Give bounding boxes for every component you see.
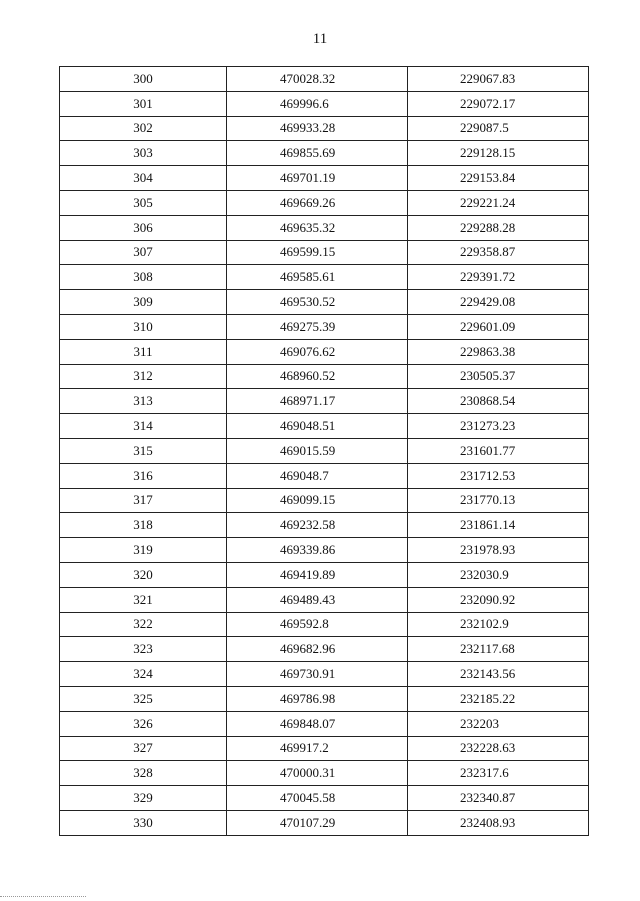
x-coordinate-cell: 469996.6 (227, 91, 408, 116)
table-row (60, 364, 589, 389)
point-number-cell: 302 (60, 116, 227, 141)
x-coordinate-cell: 469599.15 (227, 240, 408, 265)
y-coordinate-cell: 232340.87 (408, 786, 589, 811)
y-coordinate-cell: 231273.23 (408, 414, 589, 439)
table-row (60, 612, 589, 637)
y-coordinate-cell: 231978.93 (408, 538, 589, 563)
y-coordinate-cell: 232203 (408, 711, 589, 736)
y-coordinate-cell: 229221.24 (408, 190, 589, 215)
y-coordinate-cell: 230868.54 (408, 389, 589, 414)
table-row (60, 116, 589, 141)
table-row (60, 463, 589, 488)
y-coordinate-cell: 232185.22 (408, 686, 589, 711)
point-number-cell: 300 (60, 67, 227, 92)
table-row (60, 67, 589, 92)
x-coordinate-cell: 469855.69 (227, 141, 408, 166)
point-number-cell: 329 (60, 786, 227, 811)
table-row (60, 190, 589, 215)
y-coordinate-cell: 232090.92 (408, 587, 589, 612)
x-coordinate-cell: 469048.51 (227, 414, 408, 439)
y-coordinate-cell: 229288.28 (408, 215, 589, 240)
point-number-cell: 326 (60, 711, 227, 736)
x-coordinate-cell: 470028.32 (227, 67, 408, 92)
table-row (60, 538, 589, 563)
x-coordinate-cell: 469015.59 (227, 438, 408, 463)
y-coordinate-cell: 229429.08 (408, 290, 589, 315)
table-row (60, 414, 589, 439)
x-coordinate-cell: 469232.58 (227, 513, 408, 538)
table-row (60, 662, 589, 687)
table-row (60, 513, 589, 538)
y-coordinate-cell: 232030.9 (408, 562, 589, 587)
point-number-cell: 306 (60, 215, 227, 240)
y-coordinate-cell: 229087.5 (408, 116, 589, 141)
table-row (60, 786, 589, 811)
table-row (60, 166, 589, 191)
y-coordinate-cell: 232317.6 (408, 761, 589, 786)
x-coordinate-cell: 470045.58 (227, 786, 408, 811)
table-row (60, 711, 589, 736)
table-row (60, 562, 589, 587)
y-coordinate-cell: 229128.15 (408, 141, 589, 166)
point-number-cell: 320 (60, 562, 227, 587)
table-row (60, 438, 589, 463)
point-number-cell: 318 (60, 513, 227, 538)
table-row (60, 265, 589, 290)
point-number-cell: 309 (60, 290, 227, 315)
x-coordinate-cell: 469635.32 (227, 215, 408, 240)
table-row (60, 215, 589, 240)
footer-rule (0, 896, 86, 897)
point-number-cell: 322 (60, 612, 227, 637)
table-row (60, 141, 589, 166)
point-number-cell: 310 (60, 314, 227, 339)
y-coordinate-cell: 231861.14 (408, 513, 589, 538)
point-number-cell: 303 (60, 141, 227, 166)
y-coordinate-cell: 232228.63 (408, 736, 589, 761)
point-number-cell: 308 (60, 265, 227, 290)
point-number-cell: 323 (60, 637, 227, 662)
x-coordinate-cell: 469530.52 (227, 290, 408, 315)
point-number-cell: 316 (60, 463, 227, 488)
y-coordinate-cell: 231712.53 (408, 463, 589, 488)
table-row (60, 339, 589, 364)
coordinates-table (59, 66, 589, 836)
coordinates-table-body (60, 67, 589, 836)
x-coordinate-cell: 469592.8 (227, 612, 408, 637)
x-coordinate-cell: 469701.19 (227, 166, 408, 191)
y-coordinate-cell: 230505.37 (408, 364, 589, 389)
table-row (60, 686, 589, 711)
x-coordinate-cell: 470107.29 (227, 810, 408, 835)
point-number-cell: 324 (60, 662, 227, 687)
table-row (60, 587, 589, 612)
x-coordinate-cell: 469076.62 (227, 339, 408, 364)
point-number-cell: 314 (60, 414, 227, 439)
x-coordinate-cell: 469585.61 (227, 265, 408, 290)
table-row (60, 761, 589, 786)
y-coordinate-cell: 229391.72 (408, 265, 589, 290)
y-coordinate-cell: 229072.17 (408, 91, 589, 116)
x-coordinate-cell: 469933.28 (227, 116, 408, 141)
point-number-cell: 327 (60, 736, 227, 761)
point-number-cell: 328 (60, 761, 227, 786)
point-number-cell: 301 (60, 91, 227, 116)
x-coordinate-cell: 469339.86 (227, 538, 408, 563)
y-coordinate-cell: 232102.9 (408, 612, 589, 637)
x-coordinate-cell: 470000.31 (227, 761, 408, 786)
table-row (60, 91, 589, 116)
x-coordinate-cell: 469099.15 (227, 488, 408, 513)
y-coordinate-cell: 229863.38 (408, 339, 589, 364)
y-coordinate-cell: 229067.83 (408, 67, 589, 92)
x-coordinate-cell: 469489.43 (227, 587, 408, 612)
x-coordinate-cell: 469917.2 (227, 736, 408, 761)
table-row (60, 736, 589, 761)
x-coordinate-cell: 468971.17 (227, 389, 408, 414)
point-number-cell: 304 (60, 166, 227, 191)
table-row (60, 290, 589, 315)
x-coordinate-cell: 468960.52 (227, 364, 408, 389)
table-row (60, 314, 589, 339)
table-row (60, 389, 589, 414)
x-coordinate-cell: 469848.07 (227, 711, 408, 736)
point-number-cell: 319 (60, 538, 227, 563)
point-number-cell: 330 (60, 810, 227, 835)
point-number-cell: 321 (60, 587, 227, 612)
point-number-cell: 325 (60, 686, 227, 711)
point-number-cell: 312 (60, 364, 227, 389)
x-coordinate-cell: 469682.96 (227, 637, 408, 662)
y-coordinate-cell: 229153.84 (408, 166, 589, 191)
y-coordinate-cell: 232408.93 (408, 810, 589, 835)
page-number: 11 (312, 31, 328, 47)
point-number-cell: 317 (60, 488, 227, 513)
table-row (60, 810, 589, 835)
point-number-cell: 315 (60, 438, 227, 463)
table-row (60, 240, 589, 265)
y-coordinate-cell: 229358.87 (408, 240, 589, 265)
y-coordinate-cell: 232117.68 (408, 637, 589, 662)
table-row (60, 488, 589, 513)
y-coordinate-cell: 232143.56 (408, 662, 589, 687)
x-coordinate-cell: 469048.7 (227, 463, 408, 488)
x-coordinate-cell: 469730.91 (227, 662, 408, 687)
y-coordinate-cell: 231770.13 (408, 488, 589, 513)
x-coordinate-cell: 469786.98 (227, 686, 408, 711)
x-coordinate-cell: 469275.39 (227, 314, 408, 339)
point-number-cell: 311 (60, 339, 227, 364)
point-number-cell: 313 (60, 389, 227, 414)
y-coordinate-cell: 229601.09 (408, 314, 589, 339)
table-row (60, 637, 589, 662)
x-coordinate-cell: 469669.26 (227, 190, 408, 215)
point-number-cell: 307 (60, 240, 227, 265)
point-number-cell: 305 (60, 190, 227, 215)
y-coordinate-cell: 231601.77 (408, 438, 589, 463)
x-coordinate-cell: 469419.89 (227, 562, 408, 587)
